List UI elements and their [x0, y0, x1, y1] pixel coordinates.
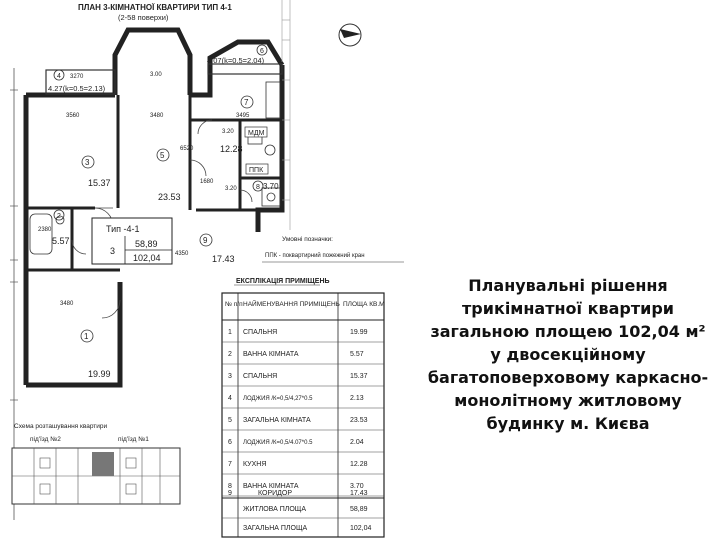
- dim-text: 3270: [70, 74, 84, 80]
- caption-line: Планувальні рішення: [468, 276, 668, 295]
- legend-title: Умовні позначки:: [282, 236, 333, 243]
- table-cell-num: 9: [228, 490, 232, 497]
- caption-line: у двосекційному: [490, 345, 646, 365]
- room-number: 9: [203, 236, 208, 245]
- room-number: 2: [57, 213, 61, 220]
- loggia-right-area: 4.07(k=0.5=2.04): [207, 56, 265, 65]
- dim-text: 3560: [66, 113, 80, 119]
- room-number: 3: [85, 158, 90, 167]
- table-cell-area: 17.43: [350, 490, 368, 497]
- table-cell-num: 8: [228, 483, 232, 490]
- table-cell-num: 7: [228, 461, 232, 468]
- table-cell-area: 19.99: [350, 329, 368, 336]
- apartment-room-count: 3: [110, 246, 116, 256]
- col-area-header: ПЛОЩА КВ.М: [343, 301, 385, 308]
- room-number: 6: [260, 48, 264, 55]
- location-scheme: [12, 423, 180, 504]
- table-cell-name: ВАННА КІМНАТА: [243, 351, 299, 358]
- apartment-type: Тип -4-1: [106, 224, 140, 234]
- dim-text: 3480: [60, 301, 74, 307]
- description-caption: [425, 274, 711, 435]
- caption-line: трикімнатної квартири: [462, 299, 674, 319]
- legend-text: ППК - поквартирний пожежний кран: [265, 253, 365, 259]
- dim-text: 3495: [236, 113, 250, 119]
- table-cell-name: ВАННА КІМНАТА: [243, 483, 299, 490]
- dim-text: 4350: [175, 251, 189, 257]
- dim-text: 6520: [180, 146, 194, 152]
- table-title: ЕКСПЛІКАЦІЯ ПРИМІЩЕНЬ: [236, 278, 330, 285]
- apartment-type-badge: [92, 218, 172, 264]
- table-cell-area: 12.28: [350, 461, 368, 468]
- dim-text: 1680: [200, 179, 214, 185]
- section-2-label: під'їзд №2: [30, 436, 61, 443]
- table-cell-area: 2.13: [350, 395, 364, 402]
- table-cell-name: СПАЛЬНЯ: [243, 329, 278, 336]
- table-cell-num: 4: [228, 395, 232, 402]
- table-cell-num: 5: [228, 417, 232, 424]
- apartment-total-area: 102,04: [133, 253, 161, 263]
- table-cell-num: 3: [228, 373, 232, 380]
- ppk-label: ППК: [249, 167, 264, 174]
- table-cell-num: 1: [228, 329, 232, 336]
- plan-floors: (2-58 поверхи): [118, 13, 169, 22]
- living-area-label: ЖИТЛОВА ПЛОЩА: [243, 506, 307, 513]
- room-number: 7: [244, 98, 249, 107]
- room-number: 4: [57, 73, 61, 80]
- table-cell-name: СПАЛЬНЯ: [243, 373, 278, 380]
- table-cell-name: ЗАГАЛЬНА КІМНАТА: [243, 417, 311, 424]
- room-area: 3.70: [263, 182, 279, 191]
- table-cell-name: КОРИДОР: [258, 490, 292, 497]
- highlighted-apartment: [92, 452, 114, 476]
- scheme-title: Схема розташування квартири: [14, 423, 108, 430]
- col-num-header: № п/п: [225, 301, 243, 308]
- room-number: 5: [160, 151, 165, 160]
- total-area-value: 102,04: [350, 525, 372, 532]
- room-number: 8: [256, 184, 260, 191]
- table-cell-name: ЛОДЖИЯ /К=0,5/4,27*0.5: [243, 396, 313, 402]
- room-explication-table: [222, 278, 385, 537]
- table-cell-area: 2.04: [350, 439, 364, 446]
- room-area: 12.28: [220, 144, 243, 154]
- room-area: 19.99: [88, 369, 111, 379]
- room-area: 5.57: [52, 236, 70, 246]
- caption-line: монолітному житловому: [454, 391, 682, 411]
- loggia-left-area: 4.27(k=0.5=2.13): [48, 84, 106, 93]
- table-cell-area: 15.37: [350, 373, 368, 380]
- table-cell-name: ЛОДЖИЯ /К=0,5/4.07*0.5: [243, 440, 313, 446]
- table-cell-name: КУХНЯ: [243, 461, 267, 468]
- col-name-header: НАЙМЕНУВАННЯ ПРИМІЩЕНЬ: [243, 301, 340, 308]
- dim-text: 3.00: [150, 72, 162, 78]
- caption-line: будинку м. Києва: [486, 414, 650, 434]
- caption-line: багатоповерховому каркасно-: [427, 368, 709, 388]
- table-cell-area: 3.70: [350, 483, 364, 490]
- room-number: 1: [84, 332, 89, 341]
- mdm-label: МДМ: [248, 130, 265, 137]
- table-cell-num: 6: [228, 439, 232, 446]
- dim-text: 3480: [150, 113, 164, 119]
- dim-text: 3.20: [225, 186, 237, 192]
- table-cell-num: 2: [228, 351, 232, 358]
- total-area-label: ЗАГАЛЬНА ПЛОЩА: [243, 525, 308, 532]
- dim-text: 2380: [38, 227, 52, 233]
- north-arrow-icon: [339, 24, 361, 46]
- plan-title: ПЛАН 3-КІМНАТНОЇ КВАРТИРИ ТИП 4-1: [78, 3, 232, 12]
- room-area: 23.53: [158, 192, 181, 202]
- loggia-right: [208, 64, 282, 74]
- apartment-living-area: 58,89: [135, 239, 158, 249]
- living-area-value: 58,89: [350, 506, 368, 513]
- room-area: 15.37: [88, 178, 111, 188]
- section-1-label: під'їзд №1: [118, 436, 149, 443]
- room-area: 17.43: [212, 254, 235, 264]
- dim-text: 3.20: [222, 129, 234, 135]
- table-cell-area: 23.53: [350, 417, 368, 424]
- table-cell-area: 5.57: [350, 351, 364, 358]
- caption-line: загальною площею 102,04 м²: [430, 322, 706, 342]
